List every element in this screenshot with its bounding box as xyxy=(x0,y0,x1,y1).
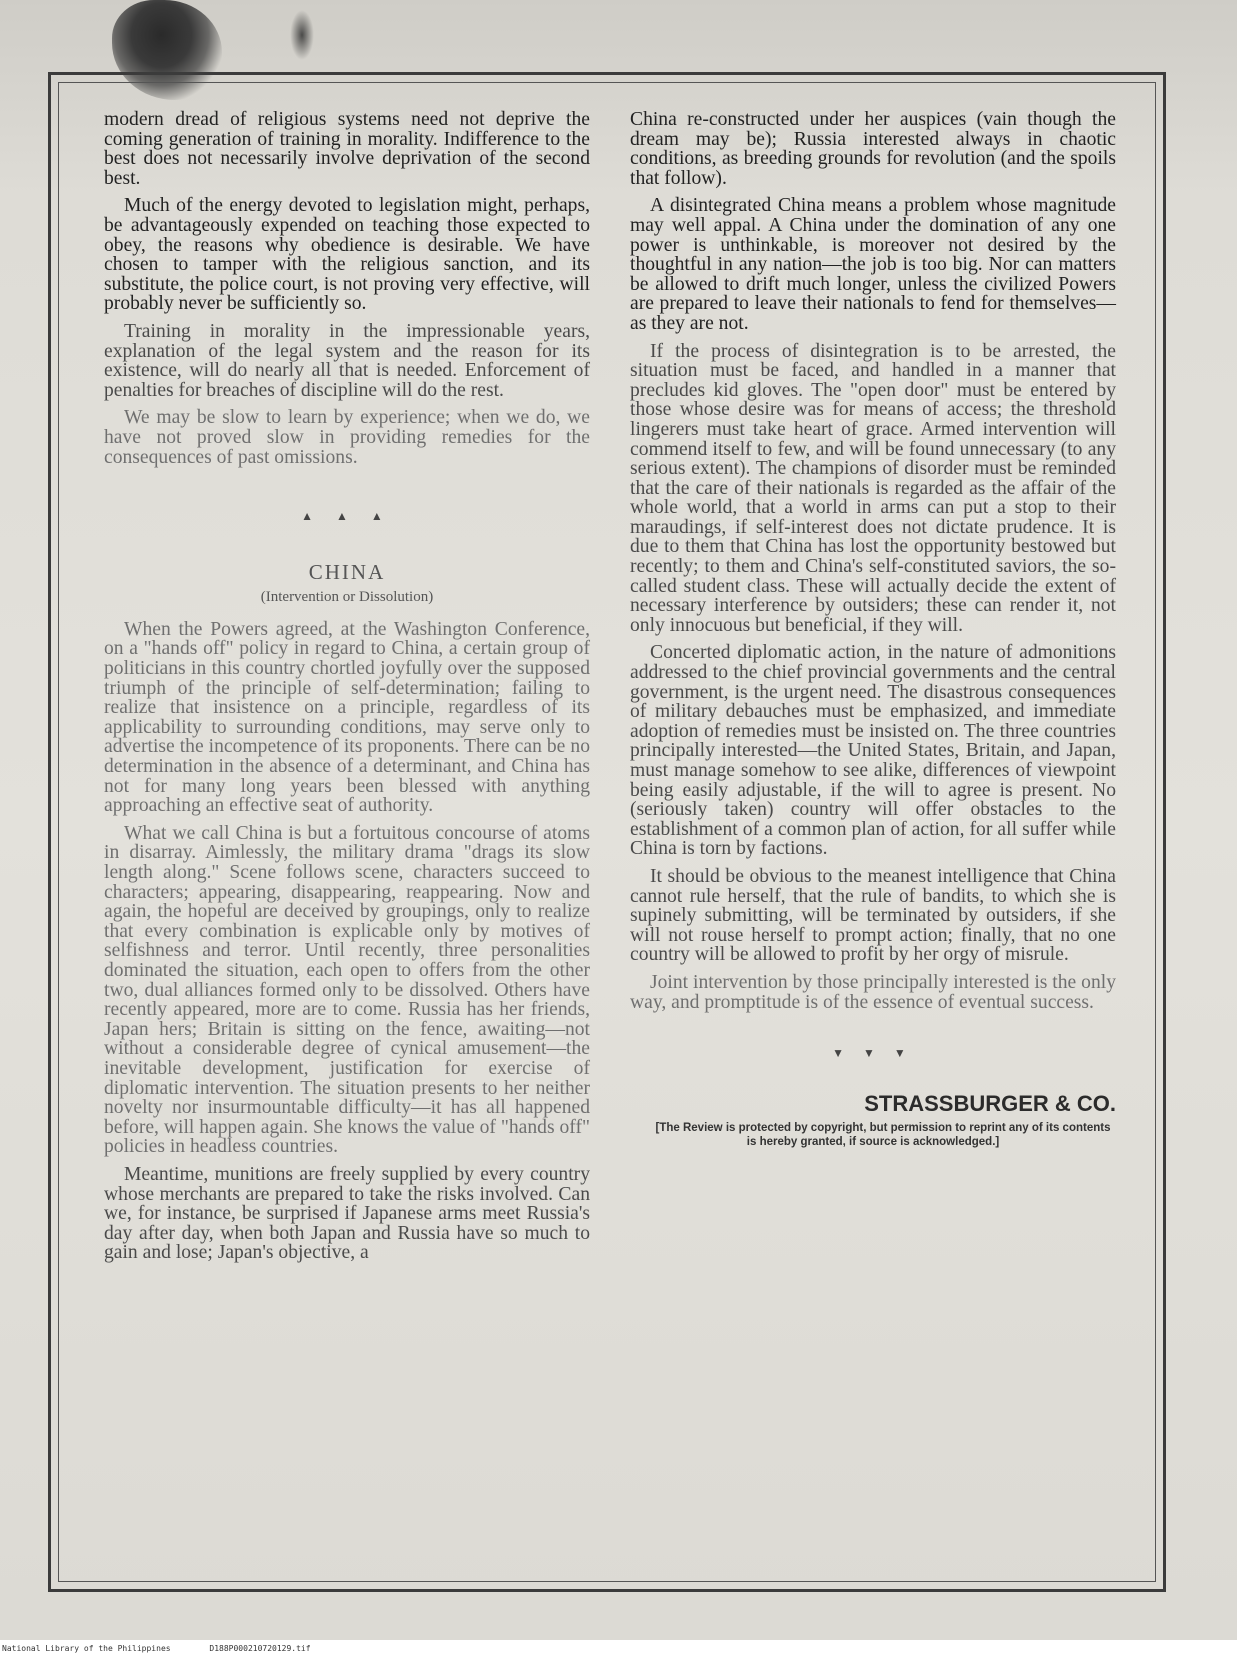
copyright-notice: [The Review is protected by copyright, but permission to reprint any of its contents is hereby granted, if source is acknowledged.] xyxy=(655,1122,1111,1149)
paragraph: What we call China is but a fortuitous concourse of atoms in disarray. Aimlessly, the military drama "drags its slow length along." Scene follows scene, characters succeed to characters; appearing, disappearing, reappearing. Now and again, the hopeful are deceived by groupings, only to realize that every combination is explicable only by motives of selfishness and terror. Until recently, three personalities dominated the situation, each open to offers from the other two, dual alliances formed only to be dissolved. Others have recently appeared, more are to come. Russia has her friends, Japan hers; Britain is sitting on the fence, awaiting—not without a considerable degree of cynical amusement—the inevitable development, justification for exercise of diplomatic intervention. The situation presents to her neither novelty nor insurmountable difficulty—it has all happened before, will happen again. She knows the value of "hands off" policies in headless countries. xyxy=(104,822,590,1158)
paragraph: We may be slow to learn by experience; when we do, we have not proved slow in providing remedies for the consequences of past omissions. xyxy=(104,407,590,468)
paragraph: Concerted diplomatic action, in the nature of admonitions addressed to the chief provincial governments and the central government, is the urgent need. The disastrous consequences of military debauches must be emphasized, and immediate adoption of remedies must be insisted on. The three countries principally interested—the United States, Britain, and Japan, must manage somehow to see alike, differences of viewpoint being easily adjustable, if the will to agree is present. No (seriously taken) country will offer obstacles to the establishment of a common plan of action, for all suffer while China is torn by factions. xyxy=(630,642,1116,860)
paragraph: Meantime, munitions are freely supplied by every country whose merchants are prepared to take the risks involved. Can we, for instance, be surprised if Japanese arms meet Russia's day after day, when both Japan and Russia have so much to gain and lose; Japan's objective, a xyxy=(104,1163,590,1264)
ink-smudge xyxy=(290,10,314,60)
paragraph: It should be obvious to the meanest intelligence that China cannot rule herself, that the rule of bandits, to which she is supinely submitting, will be terminated by outsiders, if she will not rouse herself to prompt action; finally, that no one country will be allowed to profit by her orgy of misrule. xyxy=(630,865,1116,966)
file-name: D188P00021072012​9.tif xyxy=(209,1644,311,1653)
section-ornament: ▲ ▲ ▲ xyxy=(301,509,393,524)
section-subtitle: (Intervention or Dissolution) xyxy=(260,589,434,606)
paragraph: Joint intervention by those principally interested is the only way, and promptitude is of the essence of eventual success. xyxy=(630,971,1116,1013)
right-column xyxy=(630,110,1116,1157)
closing-ornament: ▼ ▼ ▼ xyxy=(832,1046,914,1061)
library-label: National Library of the Philippines xyxy=(2,1644,171,1653)
paragraph: A disintegrated China means a problem whose magnitude may well appal. A China under the domination of any one power is unthinkable, is moreover not desired by the thoughtful in any nation—the job is too big. Nor can matters be allowed to drift much longer, unless the civilized Powers are prepared to leave their nationals to fend for themselves—as they are not. xyxy=(630,195,1116,334)
paragraph: When the Powers agreed, at the Washington Conference, on a "hands off" policy in regard to China, a certain group of politicians in this country chortled joyfully over the supposed triumph of the principle of self-determination; failing to realize that insistence on a principle, regardless of its applicability to surrounding conditions, may serve only to advertise the incompetence of its proponents. There can be no determination in the absence of a determinant, and China has not for many long years been blessed with anything approaching an effective seat of authority. xyxy=(104,618,590,817)
section-title: CHINA xyxy=(308,559,386,584)
signature: STRASSBURGER & CO. xyxy=(864,1090,1116,1116)
scan-footer xyxy=(0,1640,1237,1658)
paragraph: If the process of disintegration is to be arrested, the situation must be faced, and handled in a manner that precludes kid gloves. The "open door" must be entered by those whose desire was for means of access; the threshold lingerers must take heart of grace. Armed intervention will commend itself to few, and will be found unnecessary (to any serious extent). The champions of disorder must be reminded that the care of their nationals is regarded as the affair of the whole world, that a world in arms can put a stop to their maraudings, if self-interest does not dictate prudence. It is due to them that China has lost the opportunity bestowed but recently; to them and China's self-constituted saviors, the so-called student class. These will actually decide the extent of necessary interference by outsiders; these can render it, not only innocuous but beneficial, if they will. xyxy=(630,340,1116,636)
left-column xyxy=(104,110,590,1271)
paragraph: modern dread of religious systems need not deprive the coming generation of training in morality. Indifference to the best does not necessarily involve deprivation of the second best. xyxy=(104,109,590,189)
paragraph: Much of the energy devoted to legislation might, perhaps, be advantageously expended on teaching those expected to obey, the reasons why obedience is desirable. We have chosen to tamper with the religious sanction, and its substitute, the police court, is not proving very effective, will probably never be sufficiently so. xyxy=(104,195,590,315)
paragraph: Training in morality in the impressionable years, explanation of the legal system and the reason for its existence, will do nearly all that is needed. Enforcement of penalties for breaches of discipline will do the rest. xyxy=(104,320,590,401)
paragraph: China re-constructed under her auspices (vain though the dream may be); Russia interested always in chaotic conditions, as breeding grounds for revolution (and the spoils that follow). xyxy=(630,109,1116,189)
